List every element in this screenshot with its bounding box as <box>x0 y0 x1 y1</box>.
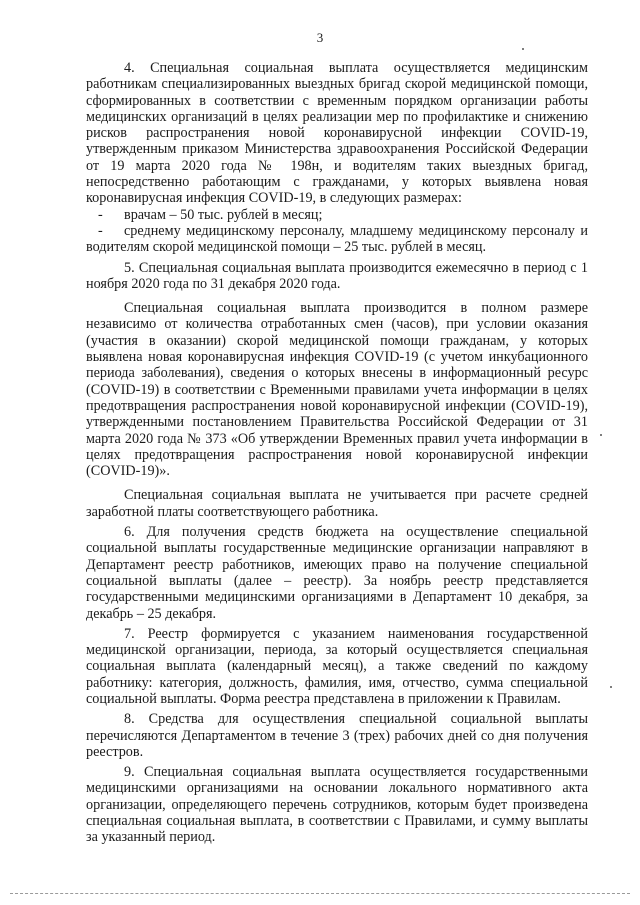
page-number: 3 <box>316 30 324 45</box>
list-item-text: среднему медицинскому персоналу, младшему медицинскому персоналу и водителям скорой медицинской помощи – 25 тыс. рублей в месяц. <box>86 222 588 256</box>
paragraph-9: 9. Специальная социальная выплата осуществляется государственными медицинскими организациями на основании локального нормативного акта организации, определяющего перечень сотрудников, которым будет произведена специальная социальная выплата, в соответствии с Правилами, и сумму выплаты за указанный период. <box>86 764 588 846</box>
paragraph-6: 6. Для получения средств бюджета на осуществление специальной социальной выплаты государственные медицинские организации направляют в Департамент реестр работников, имеющих право на получение специальной социальной выплаты (далее – реестр). За ноябрь реестр представляется государственными медицинскими организациями в Департамент 10 декабря, за декабрь – 25 декабря. <box>86 524 588 622</box>
list-item-doctors <box>86 207 588 223</box>
document-body <box>86 60 588 846</box>
bullet-mark: - <box>98 206 103 223</box>
scan-speck <box>610 686 612 688</box>
scan-edge-line <box>10 893 630 894</box>
bullet-mark: - <box>98 222 103 239</box>
scan-speck <box>600 434 602 436</box>
list-item-nurses <box>86 223 588 256</box>
paragraph-4: 4. Специальная социальная выплата осуществляется медицинским работникам специализированных выездных бригад скорой медицинской помощи, сформированных в соответствии с временным порядком организации работы медицинских организаций в целях реализации мер по профилактике и снижению рисков распространения новой коронавирусной инфекции COVID-19, утвержденным приказом Министерства здравоохранения Российской Федерации от 19 марта 2020 года № 198н, и водителям таких выездных бригад, непосредственно работающим с гражданами, у которых выявлена новая коронавирусная инфекция COVID-19, в следующих размерах: <box>86 60 588 207</box>
paragraph-8: 8. Средства для осуществления специальной социальной выплаты перечисляются Департаментом в течение 3 (трех) рабочих дней со дня получения реестров. <box>86 711 588 760</box>
scan-speck <box>522 48 524 50</box>
paragraph-5: 5. Специальная социальная выплата производится ежемесячно в период с 1 ноября 2020 года по 31 декабря 2020 года. <box>86 259 588 292</box>
paragraph-7: 7. Реестр формируется с указанием наименования государственной медицинской организации, периода, за который осуществляется специальная социальная выплата (календарный месяц), а также сведений по каждому работнику: категория, должность, фамилия, имя, отчество, сумма специальной социальной выплаты. Форма реестра представлена в приложении к Правилам. <box>86 625 588 707</box>
paragraph-5-not-counted: Специальная социальная выплата не учитывается при расчете средней заработной платы соответствующего работника. <box>86 487 588 520</box>
paragraph-5-full-payment: Специальная социальная выплата производится в полном размере независимо от количества отработанных смен (часов), при условии оказания (участия в оказании) скорой медицинской помощи гражданам, у которых выявлена новая коронавирусная инфекция COVID-19 (с учетом инкубационного периода заболевания), сведения о которых внесены в информационный ресурс (COVID-19) в соответствии с Временными правилами учета информации в целях предотвращения распространения новой коронавирусной инфекции (COVID-19), утвержденными постановлением Правительства Российской Федерации от 31 марта 2020 года № 373 «Об утверждении Временных правил учета информации в целях предотвращения распространения новой коронавирусной инфекции (COVID-19)». <box>86 300 588 480</box>
list-item-text: врачам – 50 тыс. рублей в месяц; <box>124 206 323 223</box>
